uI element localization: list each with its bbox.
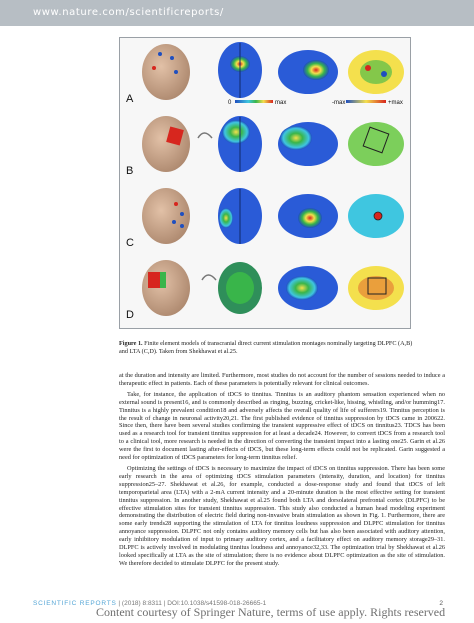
figure-1 xyxy=(119,37,411,329)
panel-a xyxy=(142,42,404,103)
panel-label-d: D xyxy=(126,309,134,321)
colorbar-pos-max-label: +max xyxy=(388,100,403,106)
head-model-b xyxy=(142,116,190,172)
figure-1-artwork xyxy=(120,38,410,328)
caption-label: Figure 1. xyxy=(119,340,143,347)
head-model-a xyxy=(142,44,190,100)
journal-brand: SCIENTIFIC REPORTS xyxy=(33,600,117,607)
colorbar-a-left xyxy=(235,100,273,103)
panel-d xyxy=(142,260,404,316)
colorbar-a-right xyxy=(346,100,386,103)
colorbar-min-label: 0 xyxy=(228,100,232,106)
journal-header-bar xyxy=(0,0,474,26)
paragraph-2: Optimizing the settings of tDCS is necessary to maximize the impact of tDCS on tinnitus suppression. There has been some early research in the area of optimizing tDCS stimulation parameters (intensity, duration, and location) for tinnitus suppression25–27. Shekhawat et al.26, for example, conducted a dose-response study and found that tDCS of left temporoparietal area (LTA) with a 2-mA current intensity and a 20-minute duration is the most effective setting for transient tinnitus suppression. In another study, Shekhawat et al.25 found both LTA and dorsolateral prefrontal cortex (DLPFC) to be effective stimulation sites for transient tinnitus suppression. This study also conducted a human head modeling experiment demonstrating the distribution of electric field during non-invasive brain stimulation as shown in Fig. 1. Furthermore, there are some early trends28 supporting the stimulation of LTA for tinnitus loudness suppression and DLPFC stimulation for tinnitus annoyance suppression. DLPFC not only contains auditory memory cells but has also been associated with auditory attention, early inhibitory modulation of input to primary auditory cortex, and a facilitatory effect on auditory memory storage29–31. DLPFC is actively involved in modulating tinnitus loudness and annoyance32,33. The optimization trial by Shekhawat et al.26 looked specifically at LTA as the site of stimulation; there is no evidence about DLPFC optimization as the site of stimulation. We therefore decided to stimulate DLPFC for the present study. xyxy=(119,464,445,567)
paragraph-0: at the duration and intensity are limited. Furthermore, most studies do not account for the number of sessions needed to induce a therapeutic effect in patients. Each of these parameters is potentially relevant for clinical outcomes. xyxy=(119,372,445,387)
article-body xyxy=(119,372,445,571)
head-model-c xyxy=(142,188,190,244)
paragraph-1: Take, for instance, the application of tDCS to tinnitus. Tinnitus is an auditory phantom sensation experienced when no external sound is present16, and is commonly described as ringing, buzzing, cricket-like, hissing, whistling, and/or humming17. Tinnitus is a highly prevalent condition18 and adversely affects the overall quality of life of sufferers19. Tinnitus perception is the result of change in neuronal activity20,21. The first published evidence of tinnitus suppression by tDCS came in 200622. Since then, there have been several studies confirming the transient suppressive effect of tDCS on tinnitus23. TDCS has been used as a research tool for transient tinnitus suppression for at least a decade24. However, to convert tDCS from a research tool to a clinical tool, more research is needed in the direction of converting the transient impact into a lasting one25. Garin et al.26 were the first to document lasting after-effects of tDCS, but these long-term effects could not be replicated. Garin suggested a need for optimization of tDCS parameters for long-term tinnitus relief. xyxy=(119,390,445,462)
panel-label-c: C xyxy=(126,237,134,249)
figure-caption xyxy=(119,340,419,356)
panel-b xyxy=(142,116,404,172)
journal-url[interactable]: www.nature.com/scientificreports/ xyxy=(33,7,224,18)
page-number: 2 xyxy=(439,600,443,607)
brain-current-density-b xyxy=(348,122,404,166)
panel-label-b: B xyxy=(126,165,134,177)
courtesy-watermark: Content courtesy of Springer Nature, terms of use apply. Rights reserved xyxy=(96,605,446,619)
panel-c xyxy=(142,188,404,244)
colorbar-max-label: max xyxy=(275,100,287,106)
panel-label-a: A xyxy=(126,93,134,105)
colorbar-neg-max-label: -max xyxy=(332,100,346,106)
citation: | (2018) 8:8311 | DOI:10.1038/s41598-018-26665-1 xyxy=(116,600,267,607)
caption-text: Finite element models of transcranial direct current stimulation montages nominally targeting DLPFC (A,B) and LTA (C,D). Taken from Shekhawat et al.25. xyxy=(119,340,413,356)
